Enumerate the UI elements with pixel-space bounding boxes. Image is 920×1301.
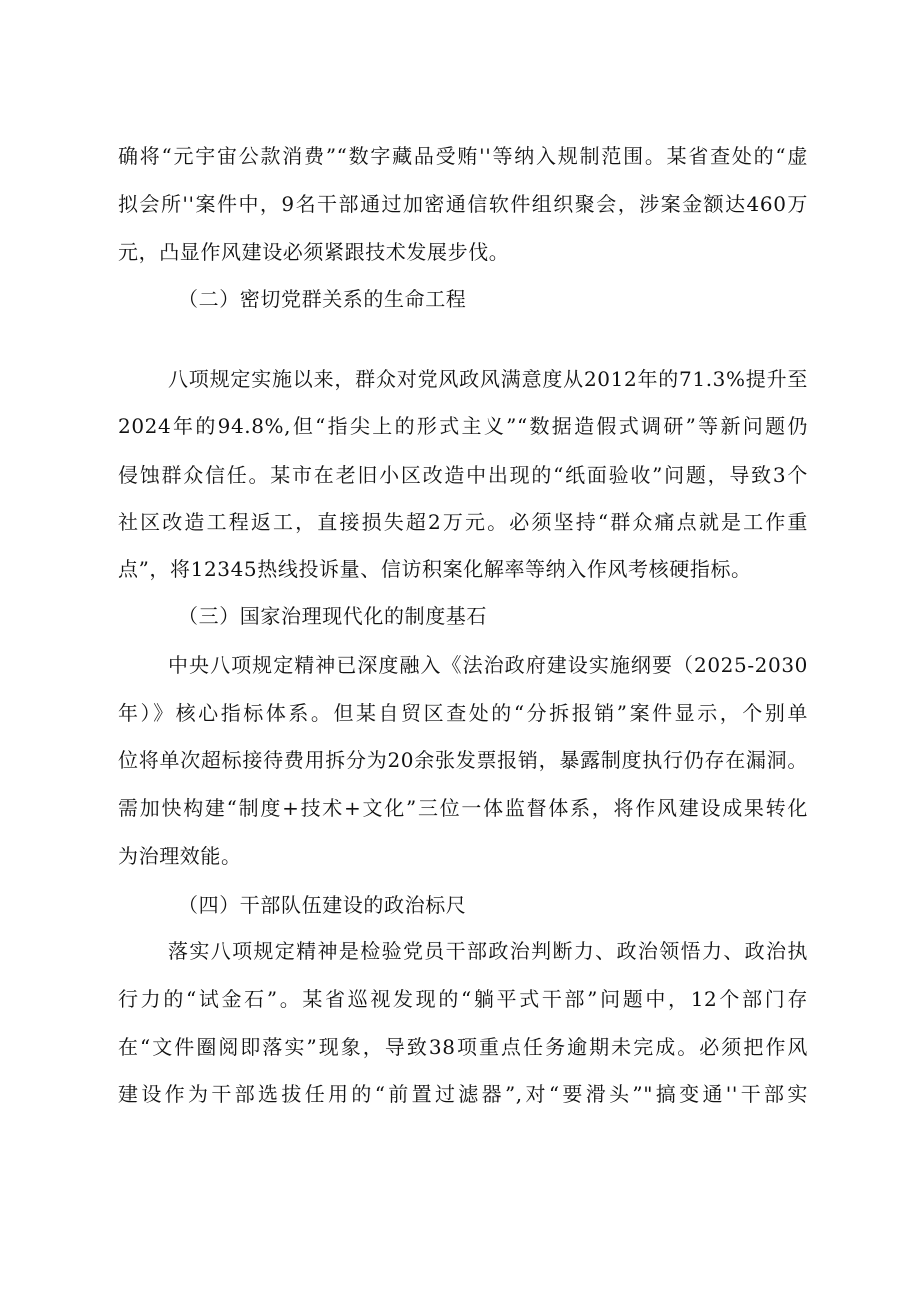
paragraph-line-18: 行力的“试金石”。某省巡视发现的“躺平式干部”问题中，12个部门存: [118, 987, 808, 1011]
paragraph-line-2: 拟会所''案件中，9名干部通过加密通信软件组织聚会，涉案金额达460万: [118, 192, 808, 216]
paragraph-line-6: 2024年的94.8%,但“指尖上的形式主义”“数据造假式调研”等新问题仍: [118, 414, 808, 438]
paragraph-line-12: 年）》核心指标体系。但某自贸区查处的“分拆报销”案件显示，个别单: [118, 701, 808, 725]
paragraph-line-7: 侵蚀群众信任。某市在老旧小区改造中出现的“纸面验收”问题，导致3个: [118, 463, 808, 487]
paragraph-line-8: 社区改造工程返工，直接损失超2万元。必须坚持“群众痛点就是工作重: [118, 510, 808, 534]
paragraph-line-17: 落实八项规定精神是检验党员干部政治判断力、政治领悟力、政治执: [168, 939, 808, 963]
section-heading-3: （三）国家治理现代化的制度基石: [178, 604, 487, 628]
paragraph-line-19: 在“文件圈阅即落实”现象，导致38项重点任务逾期未完成。必须把作风: [118, 1035, 808, 1059]
paragraph-line-1: 确将“元宇宙公款消费”“数字藏品受贿''等纳入规制范围。某省查处的“虚: [118, 144, 808, 168]
section-heading-4: （四）干部队伍建设的政治标尺: [178, 893, 467, 917]
paragraph-line-20: 建设作为干部选拔任用的“前置过滤器”,对“要滑头”"搞变通''干部实: [118, 1082, 808, 1106]
paragraph-line-3: 元，凸显作风建设必须紧跟技术发展步伐。: [118, 240, 510, 264]
paragraph-line-13: 位将单次超标接待费用拆分为20余张发票报销，暴露制度执行仍存在漏洞。: [118, 748, 808, 772]
paragraph-line-5: 八项规定实施以来，群众对党风政风满意度从2012年的71.3%提升至: [168, 367, 808, 391]
paragraph-line-9: 点”，将12345热线投诉量、信访积案化解率等纳入作风考核硬指标。: [118, 557, 752, 581]
paragraph-line-14: 需加快构建“制度+技术+文化”三位一体监督体系，将作风建设成果转化: [118, 796, 808, 820]
paragraph-line-11: 中央八项规定精神已深度融入《法治政府建设实施纲要（2025-2030: [168, 653, 808, 677]
section-heading-2: （二）密切党群关系的生命工程: [178, 287, 467, 311]
paragraph-line-15: 为治理效能。: [118, 844, 242, 868]
